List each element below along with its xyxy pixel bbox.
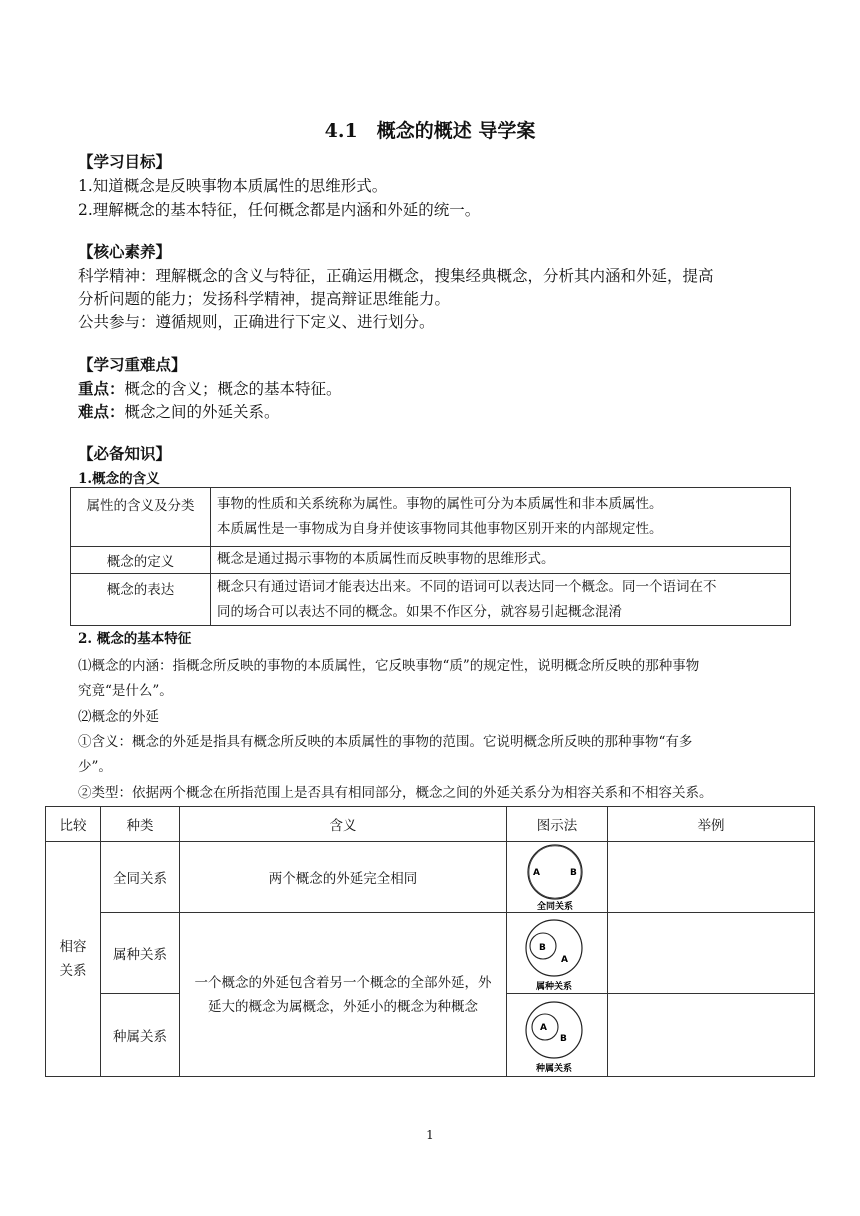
example-cell[interactable] <box>608 913 815 994</box>
row-line: 概念只有通过语词才能表达出来。不同的语词可以表达同一个概念。同一个语词在不 <box>217 579 717 595</box>
kind-cell: 种属关系 <box>101 994 180 1077</box>
row-content <box>211 547 791 574</box>
row-label: 属性的含义及分类 <box>71 488 211 547</box>
goal-item-1: 1.知道概念是反映事物本质属性的思维形式。 <box>78 177 388 195</box>
paragraph: 少”。 <box>78 759 112 775</box>
paragraph: ⑴概念的内涵：指概念所反映的事物的本质属性，它反映事物“质”的规定性，说明概念所反映的那种事物 <box>78 658 700 674</box>
kind-cell: 属种关系 <box>101 913 180 994</box>
genus-species-venn-diagram <box>522 915 592 991</box>
meaning-cell: 一个概念的外延包含着另一个概念的全部外延，外延大的概念为属概念，外延小的概念为种概念 <box>180 913 507 1077</box>
key-label: 重点： <box>78 379 125 398</box>
species-genus-venn-diagram <box>522 997 592 1073</box>
meaning-cell: 两个概念的外延完全相同 <box>180 842 507 913</box>
difficult-text: 概念之间的外延关系。 <box>124 403 280 421</box>
header-cell: 种类 <box>101 807 180 842</box>
concept-meaning-table <box>70 487 791 626</box>
example-cell[interactable] <box>608 842 815 913</box>
keypoints-heading: 【学习重难点】 <box>78 355 187 374</box>
literacy-line: 分析问题的能力；发扬科学精神，提高辩证思维能力。 <box>78 290 451 308</box>
paragraph: 究竟“是什么”。 <box>78 683 173 699</box>
table-row <box>71 547 791 574</box>
literacy-heading: 【核心素养】 <box>78 242 172 261</box>
circle-label-b: B <box>570 868 577 878</box>
knowledge-heading: 【必备知识】 <box>78 444 172 463</box>
circle-label-a: A <box>561 955 568 965</box>
header-cell: 比较 <box>46 807 101 842</box>
diagram-cell <box>507 913 608 994</box>
page-number: 1 <box>426 1128 434 1142</box>
row-line: 本质属性是一事物成为自身并使该事物同其他事物区别开来的内部规定性。 <box>217 521 663 537</box>
row-content <box>211 574 791 626</box>
page-title: 4.1 概念的概述 导学案 <box>324 120 536 142</box>
diagram-caption: 种属关系 <box>535 1064 573 1073</box>
diagram-cell <box>507 994 608 1077</box>
table-row <box>46 842 815 913</box>
row-line: 事物的性质和关系统称为属性。事物的属性可分为本质属性和非本质属性。 <box>217 496 663 512</box>
row-line: 同的场合可以表达不同的概念。如果不作区分，就容易引起概念混淆 <box>217 604 622 620</box>
table-row <box>71 574 791 626</box>
paragraph: ②类型：依据两个概念在所指范围上是否具有相同部分，概念之间的外延关系分为相容关系和不相容关系。 <box>78 785 713 801</box>
paragraph: ⑵概念的外延 <box>78 709 159 725</box>
example-cell[interactable] <box>608 994 815 1077</box>
circle-label-b: B <box>560 1034 567 1044</box>
kind-cell: 全同关系 <box>101 842 180 913</box>
header-cell: 含义 <box>180 807 507 842</box>
header-cell: 图示法 <box>507 807 608 842</box>
extension-relation-table <box>45 806 815 1077</box>
identity-venn-diagram <box>522 843 592 911</box>
difficult-point <box>78 400 280 422</box>
key-text: 概念的含义；概念的基本特征。 <box>124 380 342 398</box>
literacy-line: 公共参与：遵循规则，正确进行下定义、进行划分。 <box>78 313 435 331</box>
table-row <box>71 488 791 547</box>
row-content <box>211 488 791 547</box>
key-point <box>78 377 342 399</box>
row-label: 概念的定义 <box>71 547 211 574</box>
diagram-caption: 属种关系 <box>535 982 573 991</box>
table-header-row <box>46 807 815 842</box>
diagram-caption: 全同关系 <box>536 902 574 911</box>
paragraph: ①含义：概念的外延是指具有概念所反映的本质属性的事物的范围。它说明概念所反映的那种事物“有多 <box>78 734 693 750</box>
literacy-line: 科学精神：理解概念的含义与特征，正确运用概念，搜集经典概念，分析其内涵和外延，提高 <box>78 267 714 285</box>
group-cell: 相容关系 <box>46 842 101 1077</box>
circle-label-b: B <box>539 943 546 953</box>
goals-heading: 【学习目标】 <box>78 152 172 171</box>
table-row <box>46 913 815 994</box>
subheading-meaning: 1.概念的含义 <box>78 471 160 487</box>
circle-label-a: A <box>533 868 540 878</box>
difficult-label: 难点： <box>78 402 125 421</box>
row-line: 概念是通过揭示事物的本质属性而反映事物的思维形式。 <box>217 551 555 567</box>
row-label: 概念的表达 <box>71 574 211 626</box>
header-cell: 举例 <box>608 807 815 842</box>
subheading-features: 2. 概念的基本特征 <box>78 631 192 647</box>
circle-label-a: A <box>540 1023 547 1033</box>
diagram-cell <box>507 842 608 913</box>
goal-item-2: 2.理解概念的基本特征，任何概念都是内涵和外延的统一。 <box>78 201 481 219</box>
